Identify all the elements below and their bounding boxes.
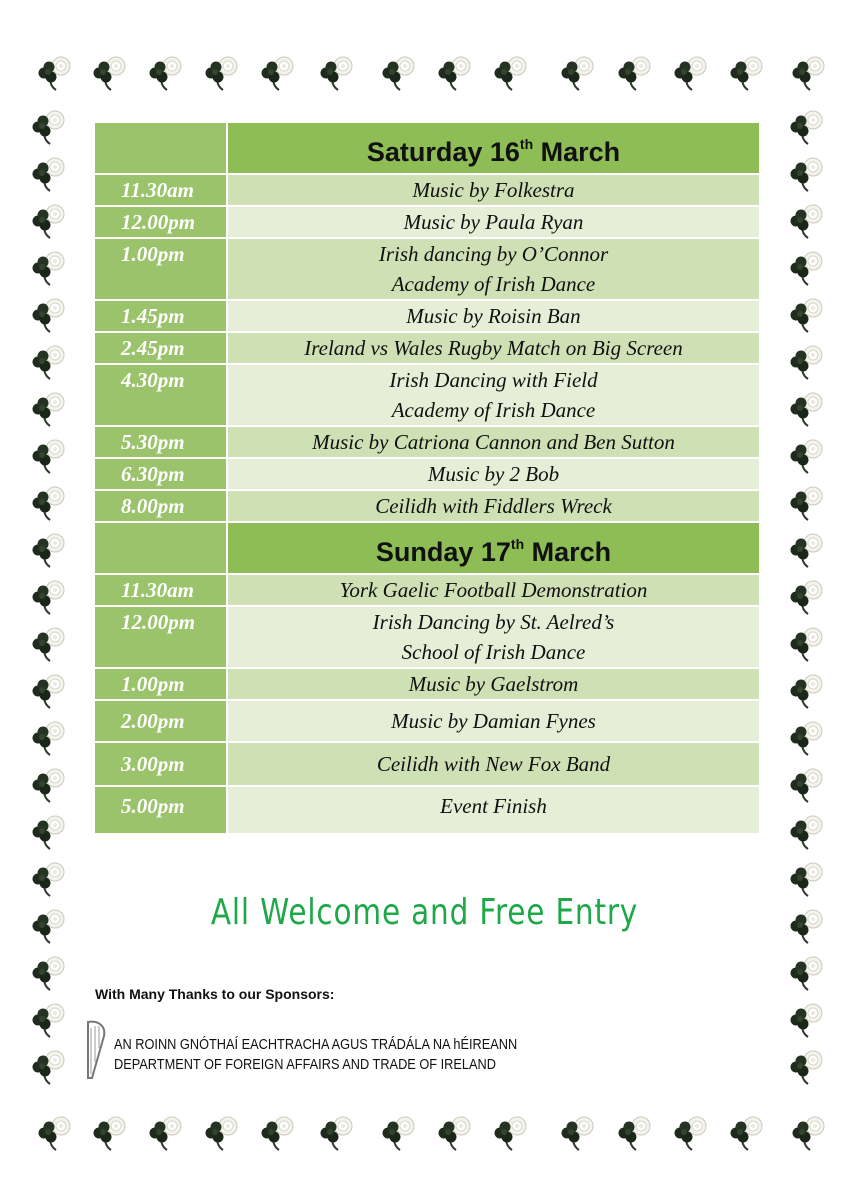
shamrock-rose-icon	[784, 435, 828, 479]
shamrock-rose-icon	[784, 576, 828, 620]
event-cell	[228, 175, 759, 205]
event-cell	[228, 365, 759, 425]
shamrock-rose-icon	[376, 52, 420, 96]
shamrock-rose-icon	[784, 529, 828, 573]
shamrock-rose-icon	[32, 52, 76, 96]
shamrock-rose-icon	[488, 1112, 532, 1156]
time-cell: 5.00pm	[95, 787, 228, 833]
sunday-header	[228, 523, 759, 573]
schedule-row	[95, 175, 759, 205]
shamrock-rose-icon	[26, 717, 70, 761]
sponsor-name-english: DEPARTMENT OF FOREIGN AFFAIRS AND TRADE OF IRELAND	[114, 1057, 496, 1073]
schedule-row	[95, 787, 759, 833]
shamrock-rose-icon	[786, 52, 830, 96]
event-text: Ireland vs Wales Rugby Match on Big Screen	[304, 336, 683, 360]
header-blank-cell	[95, 123, 228, 173]
shamrock-rose-icon	[26, 623, 70, 667]
time-cell: 3.00pm	[95, 743, 228, 785]
time-cell: 1.00pm	[95, 239, 228, 299]
event-text: Event Finish	[440, 794, 547, 818]
shamrock-rose-icon	[26, 858, 70, 902]
event-text: Irish Dancing with Field	[389, 368, 598, 392]
sponsors-heading: With Many Thanks to our Sponsors:	[95, 986, 335, 1002]
shamrock-rose-icon	[432, 52, 476, 96]
event-cell	[228, 743, 759, 785]
shamrock-rose-icon	[612, 1112, 656, 1156]
event-text-line2: Academy of Irish Dance	[391, 398, 596, 422]
shamrock-rose-icon	[314, 1112, 358, 1156]
event-text: Music by Damian Fynes	[391, 709, 596, 733]
shamrock-rose-icon	[432, 1112, 476, 1156]
time-cell: 12.00pm	[95, 207, 228, 237]
time-cell: 12.00pm	[95, 607, 228, 667]
shamrock-rose-icon	[784, 106, 828, 150]
shamrock-rose-icon	[488, 52, 532, 96]
shamrock-rose-icon	[784, 153, 828, 197]
schedule-row	[95, 333, 759, 363]
welcome-banner: All Welcome and Free Entry	[210, 892, 639, 933]
schedule-row	[95, 743, 759, 785]
time-cell: 4.30pm	[95, 365, 228, 425]
time-cell: 2.00pm	[95, 701, 228, 741]
time-cell: 8.00pm	[95, 491, 228, 521]
time-cell: 11.30am	[95, 175, 228, 205]
schedule-row	[95, 207, 759, 237]
schedule-table	[95, 121, 759, 835]
shamrock-rose-icon	[784, 811, 828, 855]
event-text: Music by Catriona Cannon and Ben Sutton	[312, 430, 675, 454]
event-text: Irish dancing by O’Connor	[378, 242, 609, 266]
shamrock-rose-icon	[314, 52, 358, 96]
event-text-line2: Academy of Irish Dance	[391, 272, 596, 296]
event-cell	[228, 701, 759, 741]
shamrock-rose-icon	[784, 670, 828, 714]
shamrock-rose-icon	[26, 294, 70, 338]
harp-icon	[84, 1018, 108, 1082]
event-text: Irish Dancing by St. Aelred’s	[372, 610, 615, 634]
event-text: Music by Folkestra	[412, 178, 575, 202]
shamrock-rose-icon	[32, 1112, 76, 1156]
shamrock-rose-icon	[87, 52, 131, 96]
shamrock-rose-icon	[784, 623, 828, 667]
event-text: Music by 2 Bob	[427, 462, 560, 486]
shamrock-rose-icon	[143, 52, 187, 96]
shamrock-rose-icon	[255, 52, 299, 96]
shamrock-rose-icon	[26, 811, 70, 855]
sponsor-name-irish: AN ROINN GNÓTHAÍ EACHTRACHA AGUS TRÁDÁLA NA hÉIREANN	[114, 1037, 518, 1053]
event-cell	[228, 607, 759, 667]
shamrock-rose-icon	[26, 576, 70, 620]
sunday-header-row	[95, 523, 759, 573]
schedule-row	[95, 575, 759, 605]
shamrock-rose-icon	[784, 717, 828, 761]
schedule-row	[95, 607, 759, 667]
shamrock-rose-icon	[26, 482, 70, 526]
shamrock-rose-icon	[26, 435, 70, 479]
shamrock-rose-icon	[255, 1112, 299, 1156]
shamrock-rose-icon	[199, 1112, 243, 1156]
shamrock-rose-icon	[784, 200, 828, 244]
event-cell	[228, 427, 759, 457]
event-text: York Gaelic Football Demonstration	[339, 578, 648, 602]
shamrock-rose-icon	[26, 670, 70, 714]
shamrock-rose-icon	[26, 247, 70, 291]
header-blank-cell	[95, 523, 228, 573]
shamrock-rose-icon	[784, 952, 828, 996]
saturday-header	[228, 123, 759, 173]
shamrock-rose-icon	[784, 999, 828, 1043]
time-cell: 1.45pm	[95, 301, 228, 331]
shamrock-rose-icon	[784, 247, 828, 291]
shamrock-rose-icon	[784, 905, 828, 949]
shamrock-rose-icon	[26, 341, 70, 385]
schedule-row	[95, 427, 759, 457]
shamrock-rose-icon	[784, 341, 828, 385]
shamrock-rose-icon	[784, 1046, 828, 1090]
time-cell: 11.30am	[95, 575, 228, 605]
shamrock-rose-icon	[786, 1112, 830, 1156]
event-cell	[228, 333, 759, 363]
schedule-row	[95, 301, 759, 331]
shamrock-rose-icon	[612, 52, 656, 96]
saturday-ordinal: th	[519, 136, 534, 152]
shamrock-rose-icon	[555, 1112, 599, 1156]
sponsor-logo	[84, 1018, 518, 1082]
shamrock-rose-icon	[26, 764, 70, 808]
shamrock-rose-icon	[26, 952, 70, 996]
shamrock-rose-icon	[555, 52, 599, 96]
event-text: Music by Roisin Ban	[406, 304, 581, 328]
shamrock-rose-icon	[199, 52, 243, 96]
event-cell	[228, 575, 759, 605]
saturday-header-row	[95, 123, 759, 173]
event-cell	[228, 787, 759, 833]
sunday-date: Sunday 17	[375, 537, 511, 567]
shamrock-rose-icon	[26, 905, 70, 949]
shamrock-rose-icon	[26, 529, 70, 573]
schedule-row	[95, 701, 759, 741]
shamrock-rose-icon	[26, 388, 70, 432]
shamrock-rose-icon	[143, 1112, 187, 1156]
event-cell	[228, 459, 759, 489]
shamrock-rose-icon	[376, 1112, 420, 1156]
schedule-row	[95, 239, 759, 299]
sunday-month: March	[524, 537, 612, 567]
shamrock-rose-icon	[26, 153, 70, 197]
shamrock-rose-icon	[724, 1112, 768, 1156]
event-cell	[228, 669, 759, 699]
shamrock-rose-icon	[26, 999, 70, 1043]
shamrock-rose-icon	[784, 764, 828, 808]
schedule-row	[95, 669, 759, 699]
time-cell: 1.00pm	[95, 669, 228, 699]
shamrock-rose-icon	[668, 1112, 712, 1156]
shamrock-rose-icon	[784, 388, 828, 432]
event-text: Music by Paula Ryan	[403, 210, 584, 234]
event-cell	[228, 491, 759, 521]
shamrock-rose-icon	[668, 52, 712, 96]
event-text: Music by Gaelstrom	[408, 672, 579, 696]
event-text: Ceilidh with New Fox Band	[376, 752, 611, 776]
saturday-month: March	[533, 137, 621, 167]
saturday-date: Saturday 16	[366, 137, 520, 167]
shamrock-rose-icon	[26, 106, 70, 150]
shamrock-rose-icon	[784, 858, 828, 902]
schedule-row	[95, 365, 759, 425]
event-cell	[228, 239, 759, 299]
time-cell: 2.45pm	[95, 333, 228, 363]
shamrock-rose-icon	[87, 1112, 131, 1156]
shamrock-rose-icon	[784, 482, 828, 526]
schedule-row	[95, 459, 759, 489]
shamrock-rose-icon	[26, 1046, 70, 1090]
time-cell: 5.30pm	[95, 427, 228, 457]
shamrock-rose-icon	[724, 52, 768, 96]
event-cell	[228, 301, 759, 331]
schedule-row	[95, 491, 759, 521]
shamrock-rose-icon	[26, 200, 70, 244]
event-text-line2: School of Irish Dance	[401, 640, 586, 664]
sunday-ordinal: th	[510, 536, 525, 552]
shamrock-rose-icon	[784, 294, 828, 338]
event-text: Ceilidh with Fiddlers Wreck	[375, 494, 612, 518]
time-cell: 6.30pm	[95, 459, 228, 489]
event-cell	[228, 207, 759, 237]
